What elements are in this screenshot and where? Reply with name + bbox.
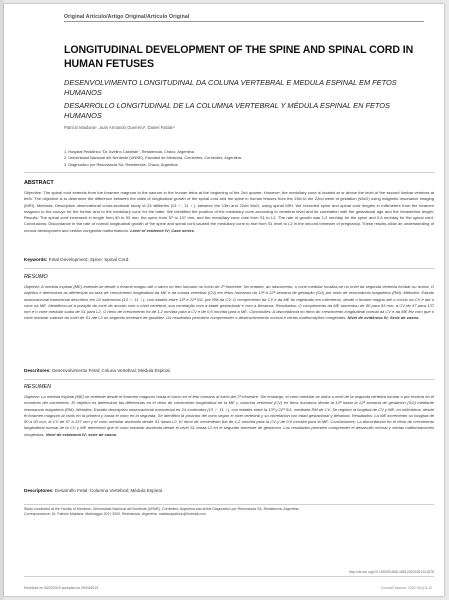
- descriptores-label: Descriptores:: [24, 488, 54, 493]
- subtitle-portuguese: DESENVOLVIMENTO LONGITUDINAL DA COLUNA VERTEBRAL E MEDULA ESPINAL EM FETOS HUMANOS: [64, 78, 397, 97]
- affiliation-item: 3. Diagnóstico por Resonancia SA, Resistencia, Chaco, Argentina.: [64, 161, 179, 167]
- resumo-heading: RESUMO: [24, 274, 48, 280]
- resumen-descriptors: [24, 488, 434, 493]
- article-type-tag: Original Artículo/Artigo Original/Artículo Original: [64, 14, 424, 22]
- affiliations: [64, 149, 424, 168]
- descriptors-label: Descritores:: [24, 368, 51, 373]
- subtitle-spanish: DESARROLLO LONGITUDINAL DE LA COLUMNA VERTEBRAL Y MÉDULA ESPINAL EN FETOS HUMANOS: [64, 101, 390, 120]
- divider: [24, 172, 434, 173]
- descriptores-text: Desarrollo Fetal; Columna Vertebral; Médula Espinal.: [54, 488, 164, 493]
- keywords-label: Keywords:: [24, 257, 48, 262]
- journal-citation: Coluna/Columna. 2020;19(1):8-12: [380, 586, 432, 590]
- resumen-body: [24, 394, 434, 438]
- resumo-evidence-level: Nível de evidência IV; Série de casos.: [347, 315, 420, 321]
- affiliation-item: 1. Hospital Pediátrico "Dr. Avelino Castelán", Resistencia, Chaco, Argentina.: [64, 149, 195, 154]
- author-list: Patricio Maidana¹, Juan Armando Guerrero², Daniel Fabián³: [64, 125, 175, 130]
- abstract-evidence-level: Level of evidence IV; Case series.: [130, 227, 195, 233]
- abstract-keywords: [24, 257, 434, 262]
- abstract-text: Objective: The spinal cord extends from the foramen magnum to the sacrum in the human fetus at the beginning of the 2nd quarter. However, the medullary cone is located at or above the level of the second lumbar vertebra at birth. The objective is to determine the difference between the rates of longitudinal growth of the spinal cord and the spine in human fetuses from the 13th to the 22nd week of gestation (WoG) using magnetic resonance imaging (MRI). Methods: Descriptive observational cross-sectional study of 24 stillbirths (13 ♂, 11 ♀), between the 13th and 22nd WoG, using spinal MRI. We recorded spine and spinal cord lengths in millimeters from the foramen magnum to the coccyx for the former and to the medullary cone for the latter. We identified the position of the medullary cone according to vertebral level and its correlation with the gestational age and the intrauterine length. Results: The spinal cord increased in length from 50 to 93 mm, the spine from 57 to 137 mm, and the medullary cone rose from S1 to L2. The rate of growth was 1.2 mm/day for the spine and 0.6 mm/day for the spinal cord. Conclusions: Discordance in the rate of normal longitudinal growth of the spine and spinal cord caused the medullary cone to rise from S1 level to L2 in the second trimester of pregnancy. These results allow an understanding of normal development and certain congenital malformations.: [24, 190, 434, 233]
- keywords-text: Fetal Development; Spine; Spinal Cord.: [48, 257, 130, 262]
- resumen-heading: RESUMEN: [24, 384, 51, 390]
- resumen-evidence-level: Nivel de evidencia IV; serie de casos.: [45, 431, 118, 437]
- resumo-body: [24, 284, 434, 322]
- article-page: [4, 4, 444, 596]
- received-date: Received on 03/20/2019 accepted on 09/04/2019: [24, 586, 99, 590]
- resumen-text: Objetivo: La médula espinal (ME) se extiende desde el foramen magnum hasta el sacro en el feto humano al inicio del 2º trimestre. Sin embargo, el cono medular se ubica a nivel de la segunda vértebra lumbar o por encima en el momento del nacimiento. El objetivo es determinar las diferencias en el ritmo de crecimiento longitudinal de la ME y columna vertebral (CV) en fetos humanos desde la 13ª hasta la 22ª semana de gestación (SG) mediante resonancia magnética (RM). Métodos: Estudio descriptivo observacional transversal en 24 mortinatos (13 ♂, 11 ♀), con edades entre la 13ª y 22ª SG, mediante RM de CV. Se registró la longitud de CV y ME, en milímetros, desde el foramen magnum al coxis en la primera y hasta el cono en la segunda. Se identificó la posición del cono según el nivel vertebral y su correlación con edad gestacional y literatura. Resultados: La ME incrementó su longitud de 50 a 93 mm, la CV de 57 a 137 mm y el cono medular ascendió desde S1 hasta L2. El ritmo de crecimiento fue de 1,2 mm/día para la CV y de 0,6 mm/día para la ME. Conclusiones: La discordancia en el ritmo de crecimiento longitudinal normal de la CV y ME determinó que el cono medular ascienda desde el nivel S1 hasta L2 en el segundo trimestre de gestación. Los resultados permiten comprender el desarrollo normal y ciertas malformaciones congénitas.: [24, 394, 434, 437]
- doi-link[interactable]: http://dx.doi.org/10.1590/S1808-185120201801221678: [348, 570, 434, 574]
- footnotes: [24, 507, 434, 517]
- affiliation-item: 2. Universidad Nacional del Nordeste (UNNE), Facultad de Medicina, Corrientes, Corrientes, Argentina.: [64, 155, 242, 161]
- divider: [24, 268, 434, 269]
- resumo-descriptors: [24, 368, 434, 373]
- study-location-note: Study conducted at the Faculty of Medicine, Universidad Nacional del Nordeste (UNNE), Corrientes, Argentina and at the Diagnóstico por Resonancia SA, Resistencia, Argentina.: [24, 507, 300, 511]
- resumo-text: Objetivo: A medula espinal (ME) estende-se desde o forame magno até o sacro no feto humano no início do 2º trimestre. No entanto, ao nascimento, o cone medular localiza-se no nível da segunda vértebra lombar ou acima. O objetivo é determinar as diferenças na taxa de crescimento longitudinal da ME e da coluna vertebral (CV) em fetos humanos da 13ª à 22ª semana de gestação (SG) por meio de ressonância magnética (RM). Métodos: Estudo observacional transversal descritivo em 24 natimortos (13 ♂, 11 ♀), com idades entre 13ª e 22ª SG, por RM da CV. O comprimento da CV e da ME foi registrado em milímetros, desde o forame magno até o cóccix na CV e até o cone na ME. Identificou-se a posição do cone de acordo com o nível vertebral, sua correlação com a idade gestacional e com a literatura. Resultados: O comprimento da ME aumentou de 50 para 93 mm, a CV de 57 para 137 mm e o cone medular subiu de S1 para L2. O ritmo de crescimento foi de 1,2 mm/dia para a CV e de 0,6 mm/dia para a ME. Conclusões: A discordância no ritmo do crescimento longitudinal normal da CV e da ME fez com que o cone medular subisse do nível de S1 até L2 no segundo trimestre de gravidez. Os resultados permitem compreender o desenvolvimento normal e certas malformações congênitas.: [24, 284, 434, 321]
- abstract-heading: ABSTRACT: [24, 180, 54, 186]
- correspondence-note: Correspondence: Dr. Patricio Maidana. Marinaggio 201 | 3500, Resistencia, Argentina. maidanapatricio@hotmail.com: [24, 512, 206, 517]
- abstract-body: [24, 190, 434, 234]
- article-title: LONGITUDINAL DEVELOPMENT OF THE SPINE AND SPINAL CORD IN HUMAN FETUSES: [64, 44, 414, 70]
- divider: [24, 504, 434, 505]
- divider: [24, 576, 434, 577]
- divider: [24, 379, 434, 380]
- descriptors-text: Desenvolvimento Fetal; Coluna Vertebral; Medula Espinal.: [52, 368, 171, 373]
